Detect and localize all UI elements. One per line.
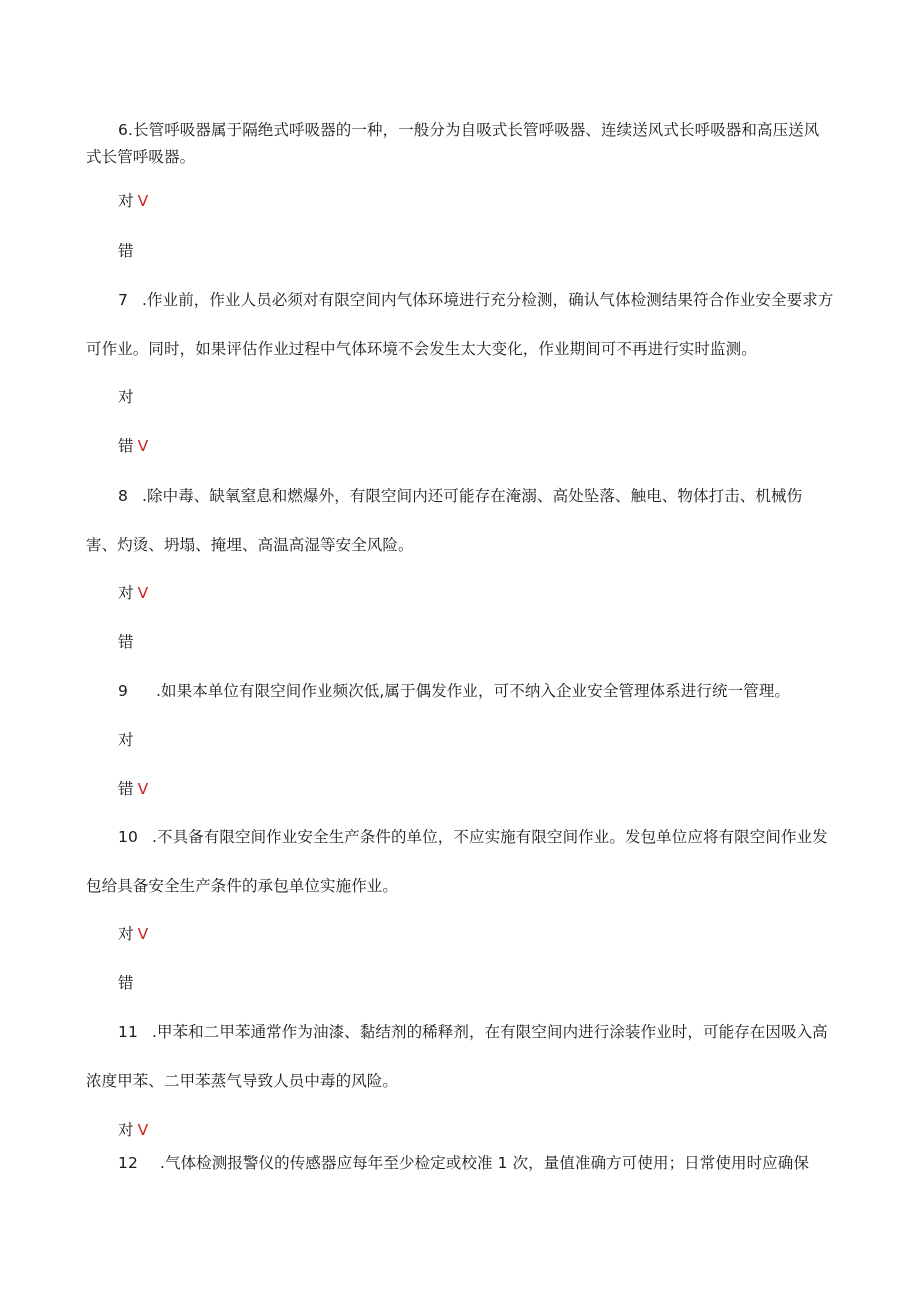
option-label: 对 <box>118 192 134 210</box>
option-label: 对 <box>118 584 134 602</box>
check-mark: V <box>137 192 149 210</box>
question-text: 除中毒、缺氧窒息和燃爆外，有限空间内还可能存在淹溺、高处坠落、触电、物体打击、机械伤 <box>147 487 803 505</box>
question-8-line-1: 8 .除中毒、缺氧窒息和燃爆外，有限空间内还可能存在淹溺、高处坠落、触电、物体打击、机械伤 <box>118 487 803 505</box>
question-11-line-1: 11 .甲苯和二甲苯通常作为油漆、黏结剂的稀释剂，在有限空间内进行涂装作业时，可能存在因吸入高 <box>118 1023 828 1041</box>
question-10-option-false <box>118 973 134 993</box>
question-7-option-false <box>118 436 148 456</box>
option-label: 错 <box>118 242 134 260</box>
question-text: 如果本单位有限空间作业频次低,属于偶发作业，可不纳入企业安全管理体系进行统一管理。 <box>161 682 791 700</box>
option-label: 错 <box>118 633 134 651</box>
question-10-line-2: 包给具备安全生产条件的承包单位实施作业。 <box>86 877 399 895</box>
option-label: 对 <box>118 388 134 406</box>
question-number: 12 <box>118 1154 138 1172</box>
question-number: 11 <box>118 1023 138 1041</box>
question-9-option-false <box>118 779 148 799</box>
question-text: 长管呼吸器属于隔绝式呼吸器的一种，一般分为自吸式长管呼吸器、连续送风式长呼吸器和高压送风 <box>133 121 820 139</box>
check-mark: V <box>137 1121 149 1139</box>
question-7-line-2: 可作业。同时，如果评估作业过程中气体环境不会发生太大变化，作业期间可不再进行实时监测。 <box>86 340 757 358</box>
option-label: 错 <box>118 780 134 798</box>
question-11-option-true <box>118 1120 148 1140</box>
question-7-option-true <box>118 387 134 407</box>
question-6-option-true <box>118 191 148 211</box>
question-number: 8 <box>118 487 128 505</box>
question-10-option-true <box>118 924 148 944</box>
question-number: 7 <box>118 291 128 309</box>
check-mark: V <box>137 780 149 798</box>
question-10-line-1: 10 .不具备有限空间作业安全生产条件的单位，不应实施有限空间作业。发包单位应将有限空间作业发 <box>118 828 828 846</box>
question-8-line-2: 害、灼烫、坍塌、掩埋、高温高湿等安全风险。 <box>86 536 414 554</box>
option-label: 错 <box>118 974 134 992</box>
question-6-option-false <box>118 241 134 261</box>
option-label: 错 <box>118 437 134 455</box>
option-label: 对 <box>118 1121 134 1139</box>
option-label: 对 <box>118 731 134 749</box>
question-text: 甲苯和二甲苯通常作为油漆、黏结剂的稀释剂，在有限空间内进行涂装作业时，可能存在因吸入高 <box>156 1023 828 1041</box>
question-8-option-false <box>118 632 134 652</box>
question-number: 6 <box>118 121 128 139</box>
question-9-line-1: 9 .如果本单位有限空间作业频次低,属于偶发作业，可不纳入企业安全管理体系进行统一管理。 <box>118 682 791 700</box>
option-label: 对 <box>118 925 134 943</box>
check-mark: V <box>137 584 149 602</box>
check-mark: V <box>137 437 149 455</box>
question-text: 不具备有限空间作业安全生产条件的单位，不应实施有限空间作业。发包单位应将有限空间作业发 <box>156 828 828 846</box>
question-number: 10 <box>118 828 138 846</box>
question-text: 气体检测报警仪的传感器应每年至少检定或校准 1 次，量值准确方可使用；日常使用时应确保 <box>164 1154 809 1172</box>
question-number: 9 <box>118 682 128 700</box>
question-12-line-1: 12 .气体检测报警仪的传感器应每年至少检定或校准 1 次，量值准确方可使用；日常使用时应确保 <box>118 1154 809 1172</box>
question-9-option-true <box>118 730 134 750</box>
question-text: 作业前，作业人员必须对有限空间内气体环境进行充分检测，确认气体检测结果符合作业安全要求方 <box>147 291 834 309</box>
question-6-line-1: 6.长管呼吸器属于隔绝式呼吸器的一种，一般分为自吸式长管呼吸器、连续送风式长呼吸器和高压送风 <box>118 121 820 139</box>
question-7-line-1: 7 .作业前，作业人员必须对有限空间内气体环境进行充分检测，确认气体检测结果符合作业安全要求方 <box>118 291 834 309</box>
question-11-line-2: 浓度甲苯、二甲苯蒸气导致人员中毒的风险。 <box>86 1072 399 1090</box>
question-8-option-true <box>118 583 148 603</box>
question-6-line-2: 式长管呼吸器。 <box>86 148 196 166</box>
check-mark: V <box>137 925 149 943</box>
